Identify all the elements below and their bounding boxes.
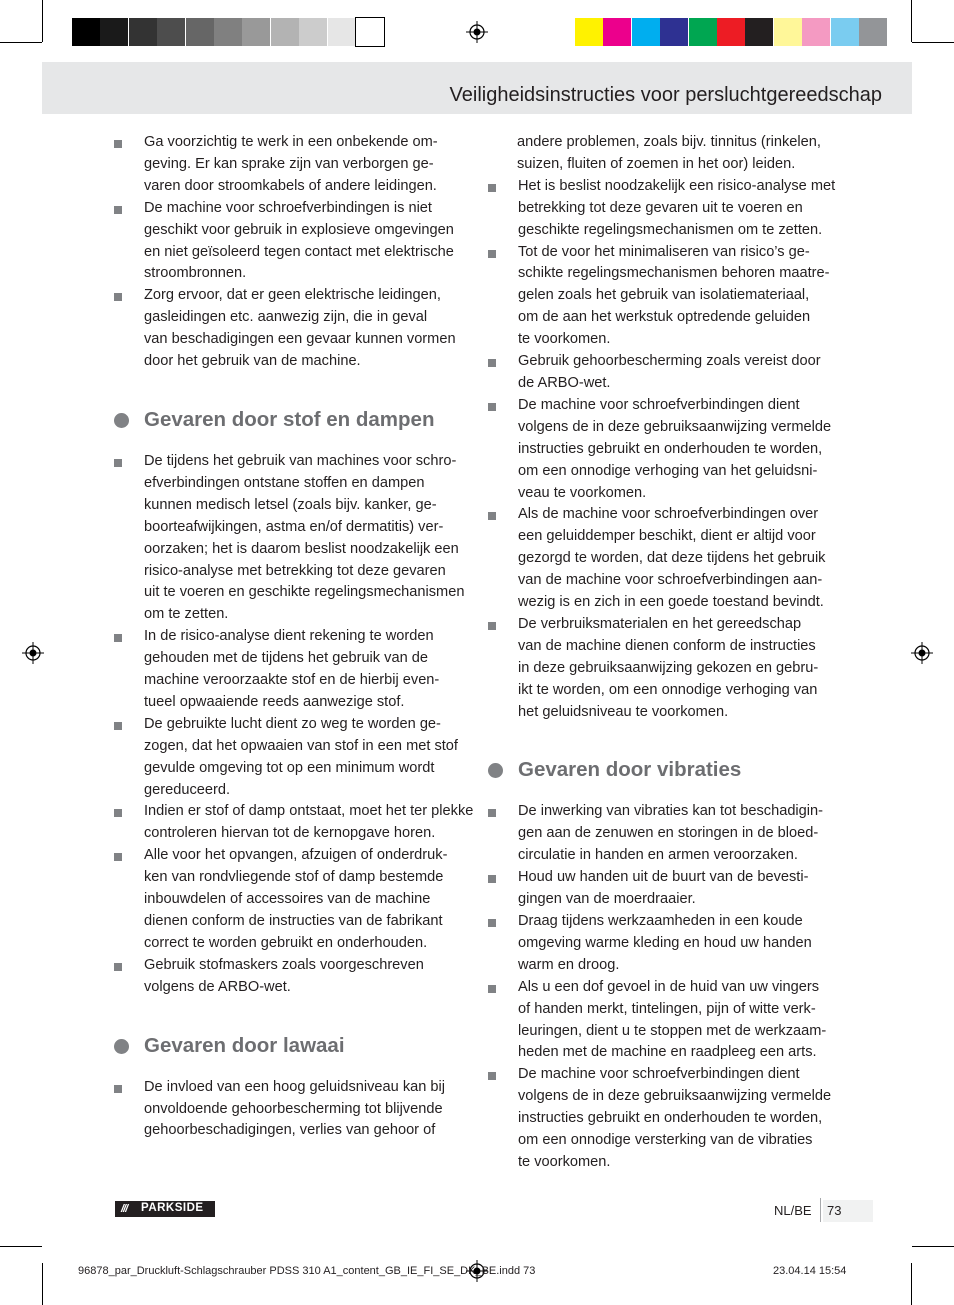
list-item	[488, 801, 844, 867]
text-line: veau te voorkomen.	[518, 484, 647, 501]
color-swatch	[575, 18, 603, 46]
list-item	[114, 451, 470, 626]
crop-mark	[0, 42, 42, 43]
list-item	[114, 714, 470, 802]
color-swatch	[271, 18, 299, 46]
color-swatch	[859, 18, 887, 46]
text-line: Tot de voor het minimaliseren van risico’s ge-	[518, 243, 810, 260]
text-line: Alle voor het opvangen, afzuigen of onderdruk-	[144, 847, 448, 864]
list-item	[488, 1064, 844, 1174]
text-line: instructies gebruikt en onderhouden te worden,	[518, 440, 823, 457]
logo-stripes-icon: ///	[121, 1203, 128, 1215]
square-bullet-icon	[488, 250, 496, 258]
text-line: omgeving warme kleding en houd uw handen	[518, 934, 812, 951]
text-line: geschikte regelingsmechanismen om te zetten.	[518, 221, 823, 238]
right-column	[488, 132, 844, 1174]
heading-bullet-icon	[114, 413, 129, 428]
text-line: Het is beslist noodzakelijk een risico-analyse met	[518, 177, 836, 194]
square-bullet-icon	[488, 622, 496, 630]
heading-bullet-icon	[114, 1039, 129, 1054]
text-line: gingen van de moerdraaier.	[518, 891, 696, 908]
list-item	[114, 285, 470, 373]
color-swatch	[157, 18, 185, 46]
brand-logo	[115, 1201, 215, 1217]
text-line: De gebruikte lucht dient zo weg te worden ge-	[144, 715, 441, 732]
color-swatch	[745, 18, 773, 46]
section-heading: Gevaren door vibraties	[488, 757, 844, 783]
text-line: het geluidsniveau te voorkomen.	[518, 703, 729, 720]
text-line: suizen, fluiten of zoemen in het oor) leiden.	[517, 155, 796, 172]
text-line: geving. Er kan sprake zijn van verborgen ge-	[144, 155, 434, 172]
color-swatch	[774, 18, 802, 46]
text-line: Gebruik gehoorbescherming zoals vereist door	[518, 353, 821, 370]
text-line: een geluiddemper beschikt, dient er altijd voor	[518, 528, 816, 545]
color-swatch	[632, 18, 660, 46]
text-line: van de machine voor schroefverbindingen aan-	[518, 572, 823, 589]
square-bullet-icon	[114, 634, 122, 642]
list-item	[114, 132, 470, 198]
color-swatch	[299, 18, 327, 46]
text-line: varen door stroomkabels of andere leidingen.	[144, 177, 437, 194]
color-swatch	[242, 18, 270, 46]
text-line: kunnen medisch letsel (zoals bijv. kanker, ge-	[144, 496, 437, 513]
text-line: boorteafwijkingen, astma en/of dermatitis) ver-	[144, 518, 444, 535]
page-number: 73	[827, 1203, 842, 1218]
list-item	[488, 911, 844, 977]
text-line: De machine voor schroefverbindingen is niet	[144, 199, 432, 216]
list-item	[114, 198, 470, 286]
text-line: door het gebruik van de machine.	[144, 353, 361, 370]
text-line: gehouden met de tijdens het gebruik van de	[144, 650, 428, 667]
page-number-box	[823, 1200, 873, 1222]
text-line: leuringen, dient u te stoppen met de werkzaam-	[518, 1022, 827, 1039]
page-title: Veiligheidsinstructies voor persluchtgereedschap	[449, 84, 882, 106]
text-line: zogen, dat het opwaaien van stof in een met stof	[144, 737, 458, 754]
color-swatch	[660, 18, 688, 46]
list-item	[488, 504, 844, 614]
text-line: warm en droog.	[518, 956, 620, 973]
crop-mark	[911, 1263, 912, 1305]
text-line: volgens de in deze gebruiksaanwijzing vermelde	[518, 1088, 832, 1105]
text-line: gehoorbeschadigingen, verlies van gehoor of	[144, 1122, 436, 1139]
text-line: Draag tijdens werkzaamheden in een koude	[518, 913, 803, 929]
text-line: Ga voorzichtig te werk in een onbekende om-	[144, 134, 438, 150]
color-swatch	[831, 18, 859, 46]
square-bullet-icon	[488, 1072, 496, 1080]
text-line: gasleidingen etc. aanwezig zijn, die in geval	[144, 309, 428, 326]
square-bullet-icon	[488, 809, 496, 817]
square-bullet-icon	[114, 1085, 122, 1093]
text-line: De tijdens het gebruik van machines voor schro-	[144, 452, 457, 469]
text-line: Als u een dof gevoel in de huid van uw vingers	[518, 978, 819, 995]
text-line: controleren hiervan tot de kernopgave horen.	[144, 825, 436, 842]
text-line: tueel opwaaiende reeds aanwezige stof.	[144, 693, 405, 710]
text-line: Als de machine voor schroefverbindingen over	[518, 506, 819, 523]
text-line: om een onnodige verhoging van het geluidsni-	[518, 462, 818, 479]
text-line: inbouwdelen of accessoires van de machine	[144, 891, 431, 908]
list-item	[488, 395, 844, 505]
heading-bullet-icon	[488, 763, 503, 778]
text-line: om de aan het werkstuk optredende geluiden	[518, 309, 811, 326]
text-line: wezig is en zich in een goede toestand bevindt.	[518, 594, 824, 611]
color-swatch	[802, 18, 830, 46]
text-line: schikte regelingsmechanismen behoren maatre-	[518, 265, 830, 282]
text-line: In de risico-analyse dient rekening te worden	[144, 628, 434, 645]
text-line: Houd uw handen uit de buurt van de bevesti-	[518, 869, 809, 886]
crop-mark	[911, 0, 912, 42]
square-bullet-icon	[114, 722, 122, 730]
text-line: geschikt voor gebruik in explosieve omgevingen	[144, 221, 454, 238]
text-line: om te zetten.	[144, 606, 229, 623]
text-line: oorzaken; het is daarom beslist noodzakelijk een	[144, 540, 459, 557]
text-line: De machine voor schroefverbindingen dient	[518, 396, 800, 413]
text-line: gezorgd te worden, dat deze tijdens het gebruik	[518, 550, 826, 567]
crop-mark	[42, 1263, 43, 1305]
text-line: instructies gebruikt en onderhouden te worden,	[518, 1110, 823, 1127]
square-bullet-icon	[488, 919, 496, 927]
list-item	[488, 614, 844, 724]
list-item	[114, 801, 474, 845]
text-line: de ARBO-wet.	[518, 374, 611, 391]
slug-date: 23.04.14 15:54	[773, 1265, 847, 1277]
text-line: dienen conform de instructies van de fabrikant	[144, 913, 443, 929]
crop-mark	[42, 0, 43, 42]
text-line: stroombronnen.	[144, 265, 247, 282]
slug-filename: 96878_par_Druckluft-Schlagschrauber PDSS 310 A1_content_GB_IE_FI_SE_DK_BE.indd 73	[78, 1265, 536, 1277]
text-line: circulatie in handen en armen veroorzaken.	[518, 847, 798, 864]
text-line: De inwerking van vibraties kan tot beschadigin-	[518, 803, 824, 820]
square-bullet-icon	[114, 293, 122, 301]
brand-name: PARKSIDE	[141, 1202, 204, 1214]
color-swatch	[214, 18, 242, 46]
text-line: of handen merkt, tintelingen, pijn of witte verk-	[518, 1000, 816, 1017]
footer-divider	[820, 1198, 821, 1222]
text-line: machine veroorzaakte stof en de hierbij even-	[144, 672, 440, 689]
color-swatch	[717, 18, 745, 46]
text-line: ken van rondvliegende stof of damp bestemde	[144, 869, 444, 886]
text-line: Gebruik stofmaskers zoals voorgeschreven	[144, 956, 424, 973]
registration-mark-icon	[22, 642, 44, 664]
text-line: andere problemen, zoals bijv. tinnitus (rinkelen,	[517, 134, 821, 150]
registration-mark-icon	[911, 642, 933, 664]
list-item	[114, 626, 470, 714]
color-swatch	[72, 18, 100, 46]
text-line: correct te worden gebruikt en onderhouden.	[144, 934, 428, 951]
text-line: om een onnodige versterking van de vibraties	[518, 1132, 813, 1149]
crop-mark	[912, 1246, 954, 1247]
text-line: ikt te worden, om een onnodige verhoging van	[518, 681, 818, 698]
color-swatch	[603, 18, 631, 46]
text-line: Zorg ervoor, dat er geen elektrische leidingen,	[144, 287, 441, 304]
square-bullet-icon	[114, 140, 122, 148]
list-item	[488, 351, 844, 395]
text-line: te voorkomen.	[518, 331, 611, 348]
square-bullet-icon	[488, 184, 496, 192]
crop-mark	[0, 1246, 42, 1247]
square-bullet-icon	[488, 403, 496, 411]
registration-mark-icon	[466, 21, 488, 43]
text-line: volgens de in deze gebruiksaanwijzing vermelde	[518, 418, 832, 435]
text-line: gevulde omgeving tot op een minimum wordt	[144, 759, 435, 776]
list-item	[488, 176, 844, 242]
paragraph-continued	[488, 132, 844, 176]
text-line: heden met de machine en raadpleeg een arts.	[518, 1044, 817, 1061]
color-swatch	[100, 18, 128, 46]
section-heading: Gevaren door lawaai	[114, 1033, 470, 1059]
text-line: De verbruiksmaterialen en het gereedschap	[518, 615, 802, 632]
square-bullet-icon	[114, 853, 122, 861]
list-item	[114, 955, 470, 999]
color-swatch	[356, 18, 384, 46]
left-column	[114, 132, 474, 1142]
text-line: De machine voor schroefverbindingen dient	[518, 1066, 800, 1083]
list-item	[114, 1077, 470, 1143]
text-line: risico-analyse met betrekking tot deze gevaren	[144, 562, 446, 579]
text-line: en niet geïsoleerd tegen contact met elektrische	[144, 243, 454, 260]
text-line: betrekking tot deze gevaren uit te voeren en	[518, 199, 803, 216]
text-line: van beschadigingen een gevaar kunnen vormen	[144, 331, 456, 348]
color-swatch	[129, 18, 157, 46]
list-item	[488, 242, 844, 352]
list-item	[488, 977, 844, 1065]
square-bullet-icon	[488, 512, 496, 520]
list-item	[114, 845, 470, 955]
text-line: gelen zoals het gebruik van isolatiemateriaal,	[518, 287, 810, 304]
color-swatch	[328, 18, 356, 46]
square-bullet-icon	[114, 963, 122, 971]
text-line: uit te voeren en geschikte regelingsmechanismen	[144, 584, 465, 601]
text-line: gen aan de zenuwen en storingen in de bloed-	[518, 825, 819, 842]
list-item	[488, 867, 844, 911]
section-heading: Gevaren door stof en dampen	[114, 407, 470, 433]
text-line: onvoldoende gehoorbescherming tot blijvende	[144, 1100, 443, 1117]
square-bullet-icon	[114, 459, 122, 467]
text-line: in deze gebruiksaanwijzing gekozen en gebru-	[518, 659, 819, 676]
text-line: volgens de ARBO-wet.	[144, 978, 291, 995]
text-line: gereduceerd.	[144, 781, 231, 798]
square-bullet-icon	[488, 359, 496, 367]
text-line: Indien er stof of damp ontstaat, moet het ter plekke	[144, 803, 474, 820]
square-bullet-icon	[488, 875, 496, 883]
language-code: NL/BE	[774, 1203, 812, 1218]
text-line: van de machine dienen conform de instructies	[518, 637, 816, 654]
square-bullet-icon	[114, 809, 122, 817]
square-bullet-icon	[114, 206, 122, 214]
color-swatch	[186, 18, 214, 46]
text-line: De invloed van een hoog geluidsniveau kan bij	[144, 1078, 446, 1095]
crop-mark	[912, 42, 954, 43]
text-line: efverbindingen ontstane stoffen en dampen	[144, 474, 425, 491]
text-line: te voorkomen.	[518, 1153, 611, 1170]
square-bullet-icon	[488, 985, 496, 993]
color-swatch	[689, 18, 717, 46]
